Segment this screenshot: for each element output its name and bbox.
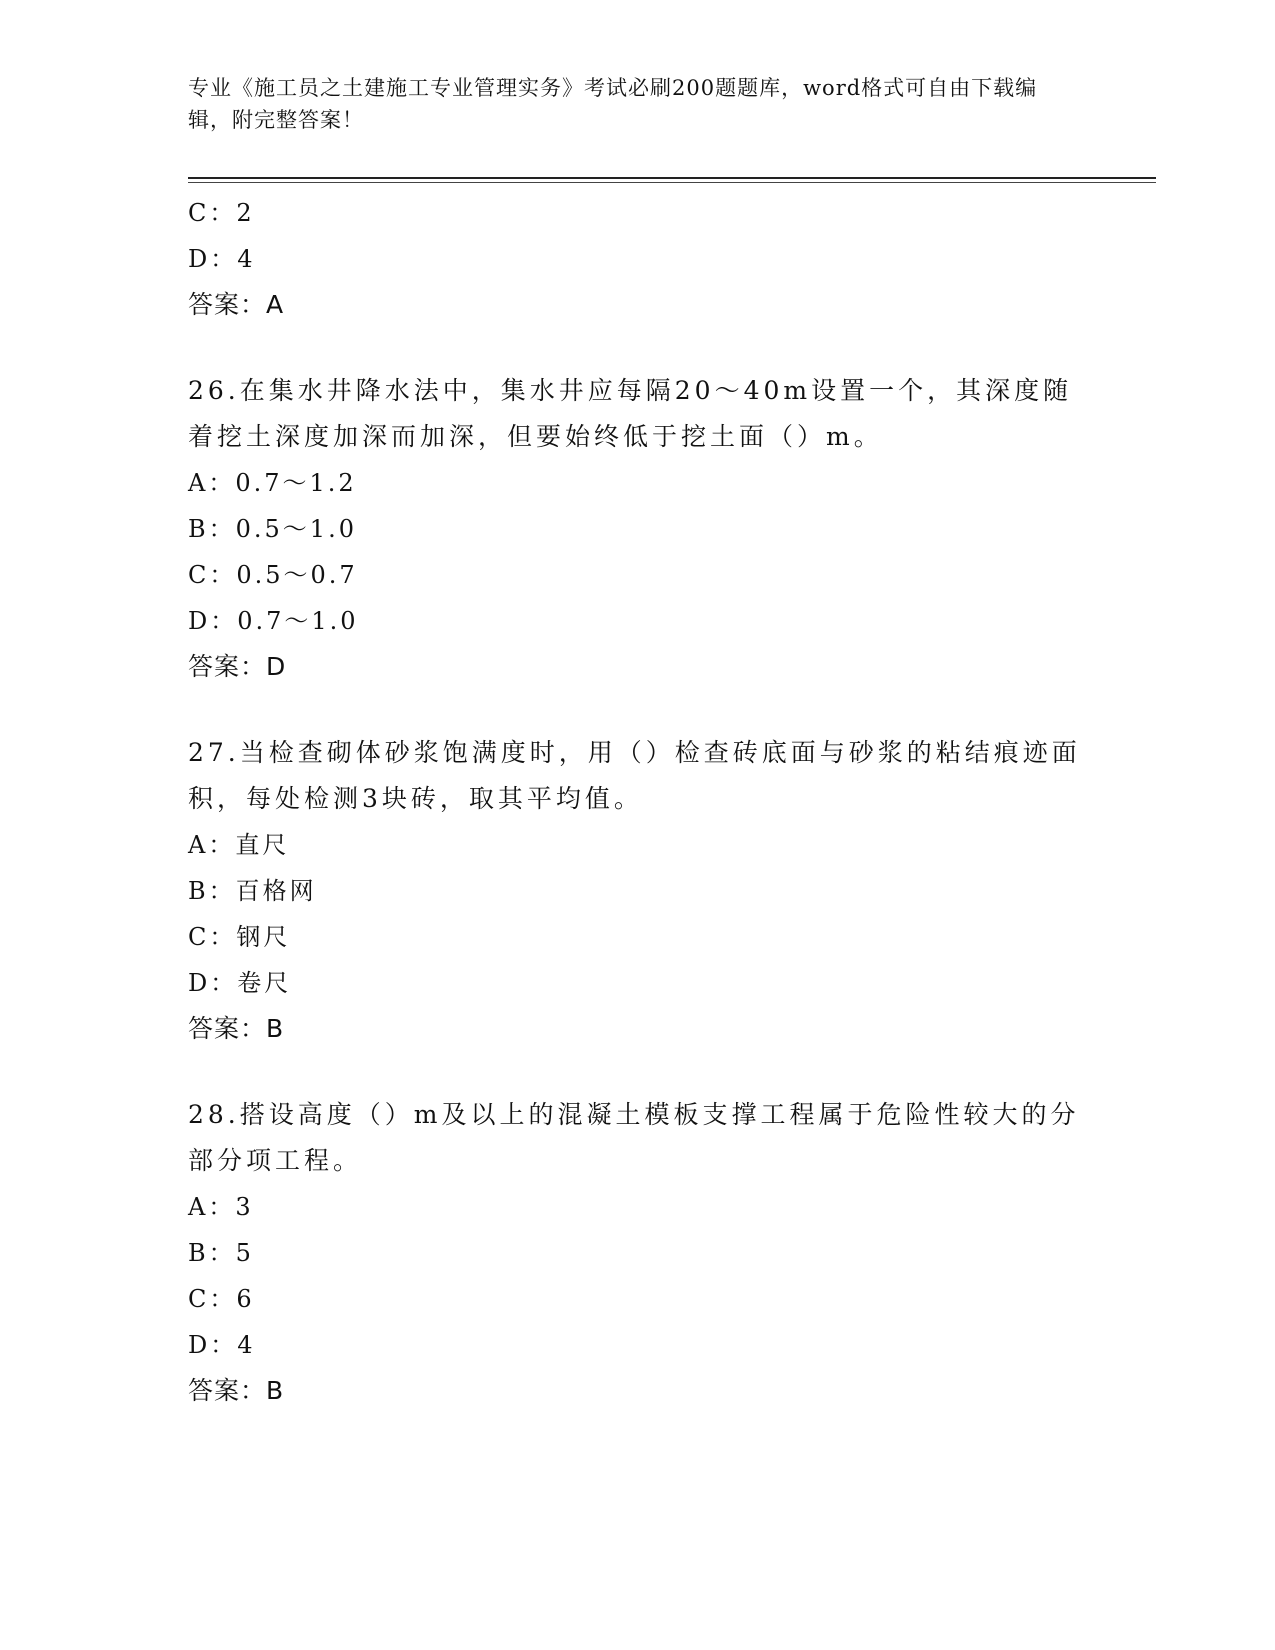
option-a: A：0.7～1.2: [188, 469, 357, 497]
question-stem: 26.在集水井降水法中，集水井应每隔20～40m设置一个，其深度随着挖土深度加深而加深，但要始终低于挖土面（）m。: [188, 376, 1073, 451]
spacer: [188, 690, 1088, 730]
option-c: C：钢尺: [188, 923, 291, 951]
answer-line: 答案：B: [188, 1014, 285, 1043]
question-26: [188, 368, 1088, 690]
option-c: C：6: [188, 1285, 255, 1313]
option-b: B：百格网: [188, 877, 317, 905]
answer-line: 答案：D: [188, 652, 287, 681]
question-list: [188, 190, 1088, 1414]
question-27: [188, 730, 1088, 1052]
answer-line: 答案：A: [188, 290, 285, 319]
option-a: A：3: [188, 1193, 254, 1221]
option-d: D：4: [188, 245, 256, 273]
option-c: C：0.5～0.7: [188, 561, 358, 589]
spacer: [188, 328, 1088, 368]
option-c: C：2: [188, 199, 255, 227]
question-stem: 27.当检查砌体砂浆饱满度时，用（）检查砖底面与砂浆的粘结痕迹面积，每处检测3块砖，取其平均值。: [188, 738, 1081, 813]
option-b: B：0.5～1.0: [188, 515, 357, 543]
answer-line: 答案：B: [188, 1376, 285, 1405]
spacer: [188, 1052, 1088, 1092]
question-28: [188, 1092, 1088, 1414]
option-d: D：卷尺: [188, 969, 292, 997]
header-divider-thin: [188, 182, 1156, 183]
question-tail: [188, 190, 1088, 328]
option-d: D：4: [188, 1331, 256, 1359]
option-b: B：5: [188, 1239, 254, 1267]
question-stem: 28.搭设高度（）m及以上的混凝土模板支撑工程属于危险性较大的分部分项工程。: [188, 1100, 1080, 1175]
header-divider-thick: [188, 177, 1156, 179]
option-d: D：0.7～1.0: [188, 607, 359, 635]
option-a: A：直尺: [188, 831, 290, 859]
page-header: 专业《施工员之土建施工专业管理实务》考试必刷200题题库，word格式可自由下载编辑，附完整答案！: [188, 76, 1038, 132]
